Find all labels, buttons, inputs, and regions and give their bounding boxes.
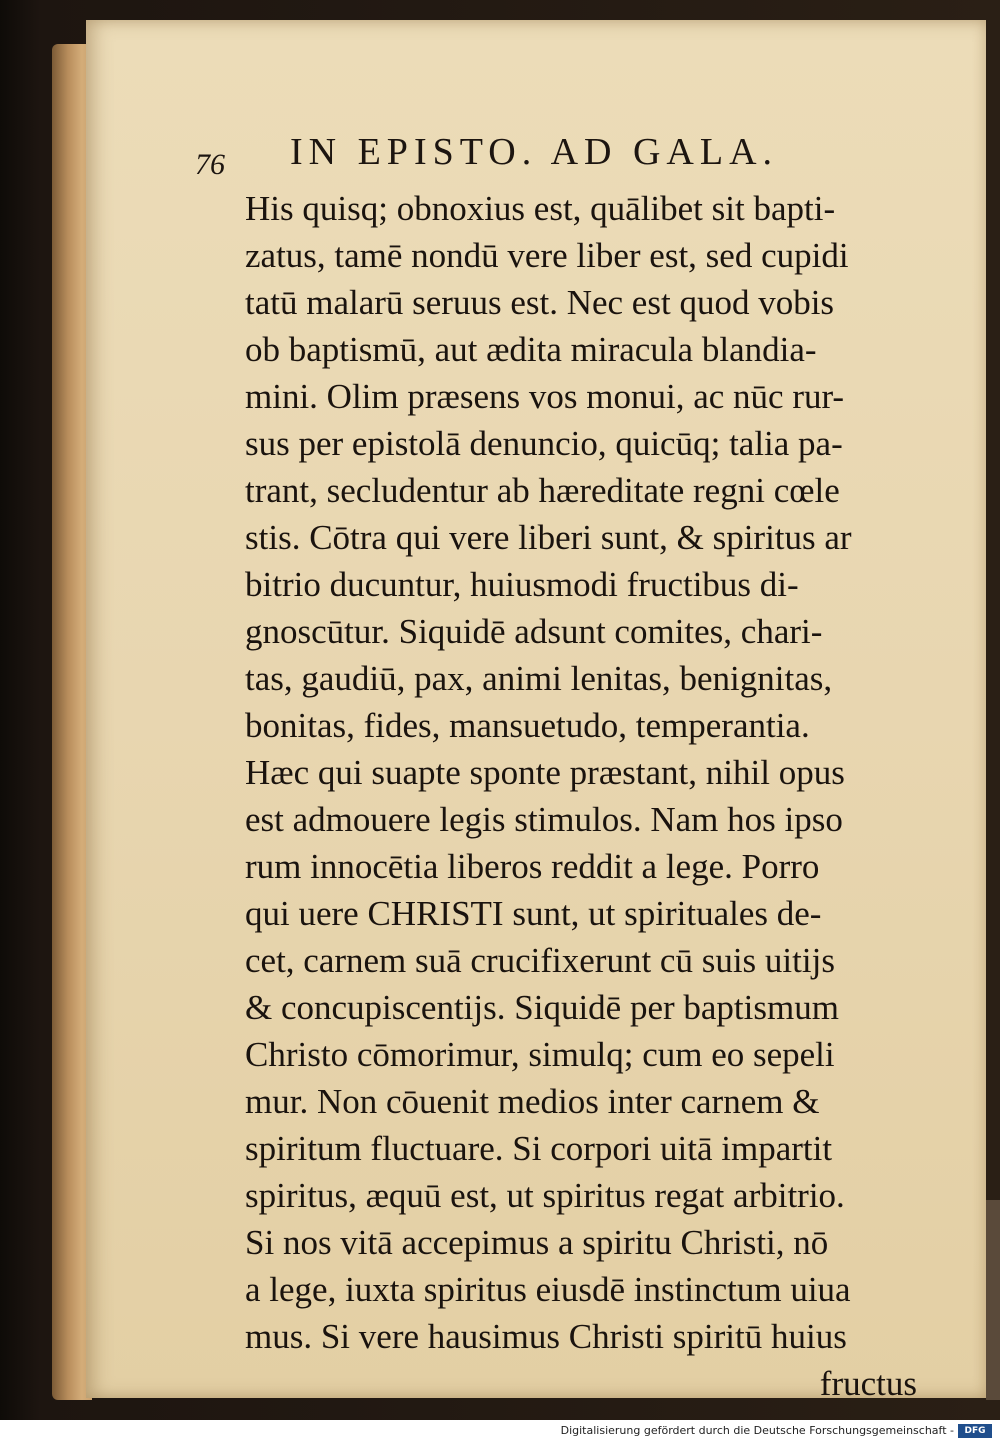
text-line: tatū malarū seruus est. Nec est quod vobis xyxy=(245,283,835,322)
text-line: ob baptismū, aut ædita miracula blandia- xyxy=(245,330,817,369)
text-line: mini. Olim præsens vos monui, ac nūc rur- xyxy=(245,377,845,416)
text-line: His quisq; obnoxius est, quālibet sit bapti- xyxy=(245,189,836,228)
text-line: mus. Si vere hausimus Christi spiritū huius xyxy=(245,1317,847,1356)
text-line: rum innocētia liberos reddit a lege. Porro xyxy=(245,847,820,886)
text-line: tas, gaudiū, pax, animi lenitas, benignitas, xyxy=(245,659,833,698)
text-line: & concupiscentijs. Siquidē per baptismum xyxy=(245,988,839,1027)
text-line: a lege, iuxta spiritus eiusdē instinctum uiua xyxy=(245,1270,851,1309)
text-line: est admouere legis stimulos. Nam hos ipso xyxy=(245,800,843,839)
text-line: spiritum fluctuare. Si corpori uitā impartit xyxy=(245,1129,833,1168)
text-line: qui uere CHRISTI sunt, ut spirituales de- xyxy=(245,894,822,933)
running-head: IN EPISTO. AD GALA. xyxy=(290,131,779,173)
text-line: bonitas, fides, mansuetudo, temperantia. xyxy=(245,706,810,745)
text-line: gnoscūtur. Siquidē adsunt comites, chari- xyxy=(245,612,823,651)
footer-bar xyxy=(0,1420,1000,1443)
text-line: cet, carnem suā crucifixerunt cū suis uitijs xyxy=(245,941,835,980)
text-line: Christo cōmorimur, simulq; cum eo sepeli xyxy=(245,1035,835,1074)
binding-edge xyxy=(986,1200,1000,1400)
text-line: spiritus, æquū est, ut spiritus regat arbitrio. xyxy=(245,1176,845,1215)
text-line: zatus, tamē nondū vere liber est, sed cupidi xyxy=(245,236,849,275)
footer-credit: Digitalisierung gefördert durch die Deutsche Forschungsgemeinschaft - xyxy=(560,1424,954,1437)
page-number: 76 xyxy=(195,148,225,181)
dfg-logo-icon: DFG xyxy=(958,1424,992,1438)
text-line: mur. Non cōuenit medios inter carnem & xyxy=(245,1082,820,1121)
text-line: bitrio ducuntur, huiusmodi fructibus di- xyxy=(245,565,799,604)
text-line: Si nos vitā accepimus a spiritu Christi, nō xyxy=(245,1223,829,1262)
text-line: Hæc qui suapte sponte præstant, nihil opus xyxy=(245,753,845,792)
text-line: trant, secludentur ab hæreditate regni cœle xyxy=(245,471,840,510)
text-line: stis. Cōtra qui vere liberi sunt, & spiritus ar xyxy=(245,518,852,557)
body-text xyxy=(245,185,935,1407)
text-line: sus per epistolā denuncio, quicūq; talia pa- xyxy=(245,424,843,463)
catchword: fructus xyxy=(819,1364,917,1403)
